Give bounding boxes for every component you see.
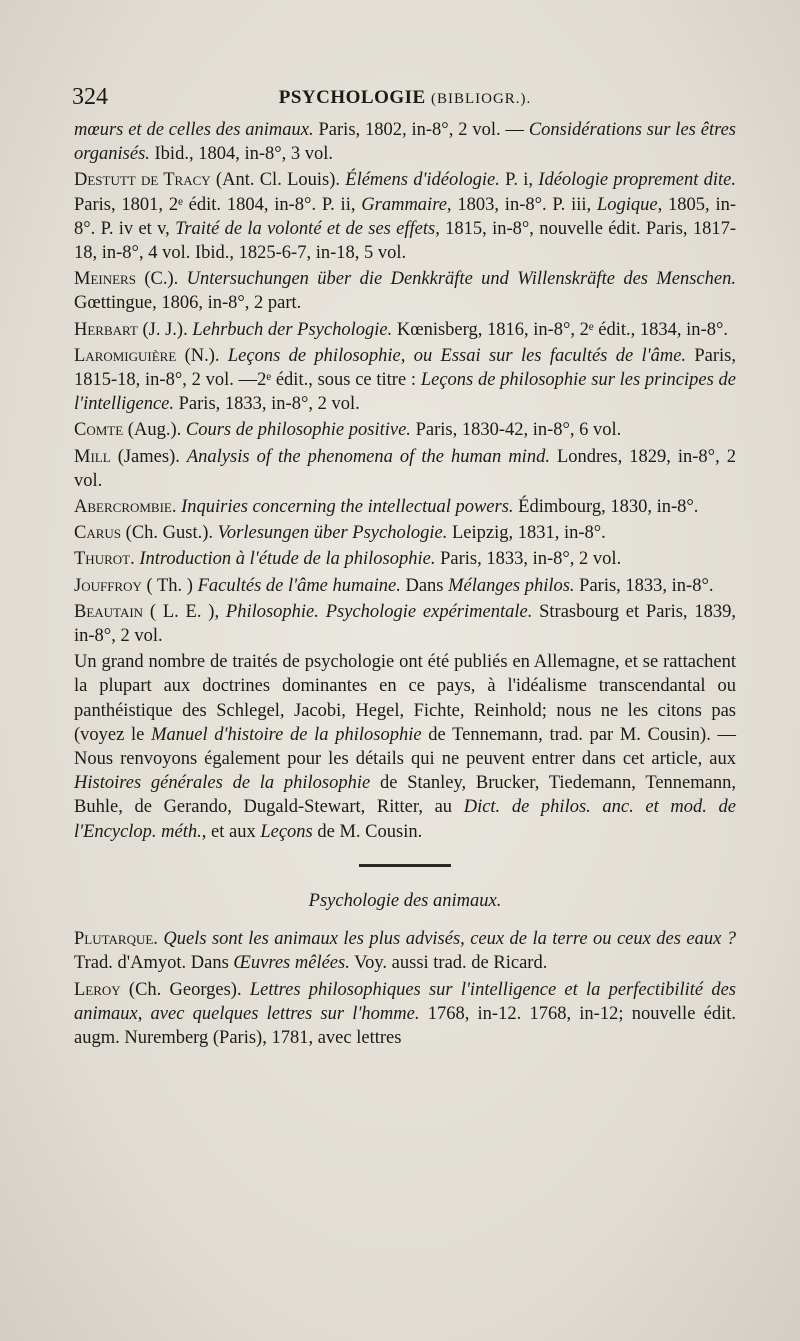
entry-author: Herbart	[74, 319, 138, 340]
entry-author-initials: (Ch. Georges).	[120, 979, 250, 1000]
section-divider	[359, 864, 451, 867]
entry-title: Lehrbuch der Psychologie.	[192, 319, 393, 340]
body-paragraph	[74, 650, 736, 844]
bib-entry	[74, 418, 736, 442]
entry-title: Untersuchungen über die Denkkräfte und Willenskräfte des Menschen.	[186, 269, 736, 290]
paragraph-italic: Dict. de philos. anc. et mod. de l'Encyclop. méth.	[74, 797, 736, 842]
entry-author-initials: (J. J.).	[137, 319, 193, 340]
entry-details: Paris, 1833, in-8°.	[574, 575, 714, 596]
entry-details: Londres, 1829, in-8°, 2 vol.	[74, 446, 736, 491]
entry-details: Dans	[400, 575, 449, 596]
entry-title: Idéologie proprement dite.	[538, 170, 736, 191]
entry-details: Paris, 1833, in-8°, 2 vol.	[174, 394, 360, 415]
entry-details: Leipzig, 1831, in-8°.	[447, 523, 606, 544]
bib-entry	[74, 344, 736, 417]
entry-title: Mélanges philos.	[448, 575, 575, 596]
entry-author-initials: (N.).	[176, 345, 228, 366]
entry-details: P. i,	[499, 170, 539, 191]
page-number: 324	[72, 84, 108, 110]
entry-details: Paris, 1830-42, in-8°, 6 vol.	[410, 420, 622, 441]
entry-details: Paris, 1801, 2ᵉ édit. 1804, in-8°. P. ii,	[74, 194, 362, 215]
entry-title: Facultés de l'âme humaine.	[197, 575, 401, 596]
bib-entry	[74, 318, 736, 342]
entry-title: Leçons de philosophie sur les principes de l'intelligence.	[74, 370, 736, 415]
entry-details: Paris, 1802, in-8°, 2 vol. —	[313, 120, 529, 140]
entry-title: Introduction à l'étude de la philosophie.	[139, 549, 436, 570]
paragraph-text: de M. Cousin.	[312, 821, 423, 842]
entry-title: Traité de la volonté et de ses effets,	[175, 218, 440, 239]
entry-author-initials: (Ch. Gust.).	[121, 523, 218, 544]
entry-title: Inquiries concerning the intellectual powers.	[181, 497, 514, 518]
entry-author-initials: (Aug.).	[123, 420, 186, 441]
entry-details: Ibid., 1804, in-8°, 3 vol.	[149, 144, 334, 165]
entry-author: Mill	[74, 446, 111, 467]
entry-author: Leroy	[74, 979, 121, 1000]
entry-title: mœurs et de celles des animaux.	[74, 120, 314, 140]
entry-author: Abercrombie.	[74, 497, 177, 518]
bib-entry	[74, 927, 736, 975]
entry-author: Beautain	[74, 601, 144, 622]
entry-author: Carus	[74, 523, 122, 544]
bib-entry	[74, 168, 736, 265]
entry-details: Trad. d'Amyot. Dans	[74, 953, 234, 974]
page-body	[74, 118, 736, 1052]
bib-entry	[74, 521, 736, 545]
entry-title: Élémens d'idéologie.	[345, 170, 500, 191]
bib-entry	[74, 547, 736, 571]
entry-title: Considérations sur les êtres organisés.	[74, 120, 737, 165]
paragraph-text: Un grand nombre de traités de psychologie ont été publiés en Allemagne, et se rattachent la plupart aux doctrines dominantes en ce pays, à l'idéalisme transcendantal ou panthéistique des Schlegel, Jacobi, Hegel, Fichte, Reinhold; nous ne les citons pas (voyez le	[74, 652, 736, 745]
entry-title: Leçons de philosophie, ou Essai sur les facultés de l'âme.	[227, 345, 687, 366]
entry-author: Meiners	[74, 269, 136, 290]
paragraph-text: , et aux	[201, 821, 261, 842]
entry-details: 1815, in-8°, nouvelle édit. Paris, 1817-18, in-8°, 4 vol. Ibid., 1825-6-7, in-18, 5 vol.	[74, 218, 736, 264]
entry-author: Destutt de Tracy	[74, 170, 211, 191]
paragraph-italic: Leçons	[260, 821, 313, 842]
entry-title: Logique,	[596, 194, 663, 215]
entry-details: 1803, in-8°. P. iii,	[451, 194, 597, 215]
bib-entry	[74, 600, 736, 648]
entry-details: Kœnisberg, 1816, in-8°, 2ᵉ édit., 1834, in-8°.	[392, 319, 728, 340]
bib-entry	[74, 574, 736, 598]
entry-author-initials: ( Th. )	[141, 575, 198, 596]
entry-author: Jouffroy	[74, 575, 142, 596]
bib-entry	[74, 978, 736, 1051]
entry-title: Quels sont les animaux les plus advisés, ceux de la terre ou ceux des eaux ?	[163, 929, 737, 950]
entry-author: Plutarque.	[74, 929, 158, 950]
entry-details: Édimbourg, 1830, in-8°.	[513, 497, 699, 518]
bib-entry	[74, 118, 736, 166]
entry-author: Laromiguière	[74, 345, 177, 366]
entry-author: Thurot.	[74, 549, 135, 570]
entry-details: Gœttingue, 1806, in-8°, 2 part.	[74, 293, 302, 314]
bib-entry	[74, 445, 736, 493]
bib-entry	[74, 267, 736, 315]
paragraph-text: de Tennemann, trad. par M. Cousin). — Nous renvoyons également pour les détails qui ne peuvent entrer dans cet article, aux	[74, 724, 737, 770]
running-head-subtitle: (BIBLIOGR.).	[430, 91, 532, 107]
running-head-title: PSYCHOLOGIE	[278, 87, 426, 108]
entry-details: 1768, in-12. 1768, in-12; nouvelle édit. augm. Nuremberg (Paris), 1781, avec lettres	[74, 1003, 736, 1048]
entry-title: Grammaire,	[361, 194, 452, 215]
paragraph-text: de Stanley, Brucker, Tiedemann, Tennemann, Buhle, de Gerando, Dugald-Stewart, Ritter, au	[74, 773, 736, 818]
entry-title: Lettres philosophiques sur l'intelligence et la perfectibilité des animaux, avec quelques lettres sur l'homme.	[74, 979, 736, 1024]
paragraph-italic: Manuel d'histoire de la philosophie	[151, 724, 422, 745]
running-head	[72, 87, 738, 109]
entry-details: Strasbourg et Paris, 1839, in-8°, 2 vol.	[74, 601, 736, 647]
entry-author-initials: (James).	[110, 446, 187, 467]
entry-details: Paris, 1815-18, in-8°, 2 vol. —2ᵉ édit., sous ce titre :	[74, 345, 736, 391]
entry-title: Analysis of the phenomena of the human mind.	[186, 446, 550, 467]
entry-title: Philosophie. Psychologie expérimentale.	[225, 601, 533, 622]
entry-details: 1805, in-8°. P. iv et v,	[74, 194, 737, 239]
paragraph-italic: Histoires générales de la philosophie	[74, 773, 371, 794]
entry-details: Voy. aussi trad. de Ricard.	[349, 953, 548, 974]
entry-author-initials: (C.).	[135, 269, 187, 290]
entry-author: Comte	[74, 420, 124, 441]
entry-title: Œuvres mêlées.	[233, 953, 350, 974]
entry-author-initials: ( L. E. ),	[143, 601, 226, 622]
section-title: Psychologie des animaux.	[308, 890, 502, 911]
entry-author-initials: (Ant. Cl. Louis).	[210, 170, 346, 191]
entry-details: Paris, 1833, in-8°, 2 vol.	[435, 549, 622, 570]
entry-title: Cours de philosophie positive.	[185, 420, 411, 441]
page-header	[72, 84, 738, 114]
bib-entry	[74, 495, 736, 519]
entry-title: Vorlesungen über Psychologie.	[217, 523, 448, 544]
